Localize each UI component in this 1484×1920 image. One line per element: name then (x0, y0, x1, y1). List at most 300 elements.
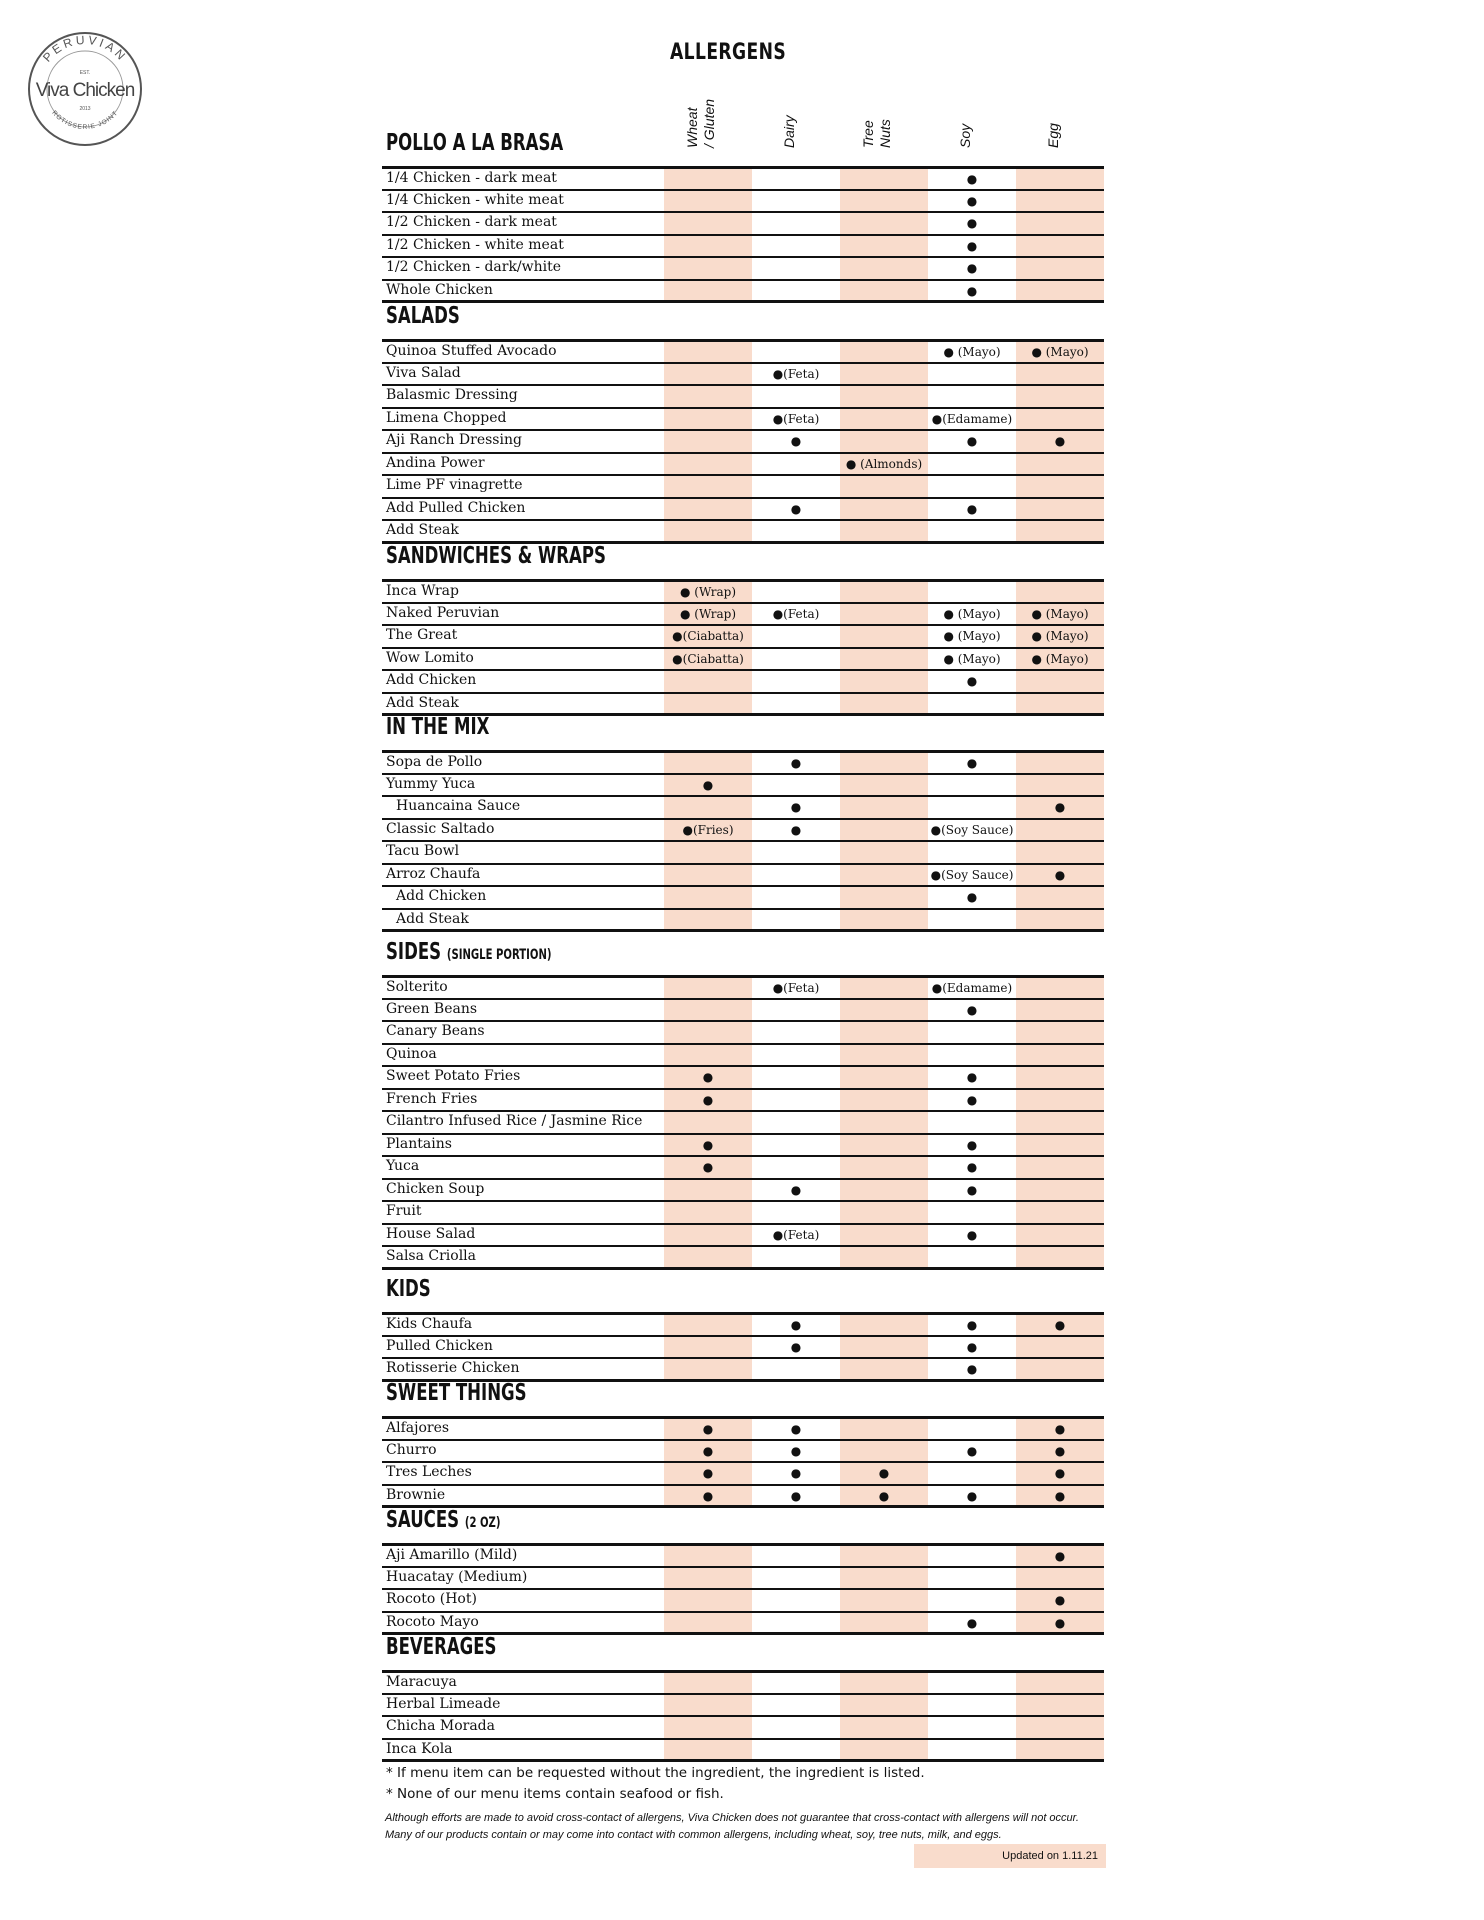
menu-item-name: Add Steak (386, 694, 459, 711)
allergen-cell (928, 1568, 1016, 1589)
table-row (382, 234, 1104, 257)
allergen-cell (840, 1067, 928, 1088)
allergen-cell: ● (966, 1339, 978, 1354)
allergen-cell (664, 865, 752, 886)
allergen-cell (664, 671, 752, 692)
allergen-cell (840, 386, 928, 407)
page-title: ALLERGENS (670, 40, 787, 65)
logo-top-text: PERUVIAN (40, 32, 130, 65)
allergen-cell (1016, 1695, 1104, 1716)
allergen-cell (752, 1135, 840, 1156)
allergen-cell (664, 1022, 752, 1043)
allergen-cell (840, 364, 928, 385)
allergen-cell (840, 626, 928, 647)
allergen-cell (752, 281, 840, 301)
allergen-cell (1016, 258, 1104, 279)
section-title (386, 543, 606, 569)
allergen-cell (752, 649, 840, 670)
table-row (382, 452, 1104, 475)
allergen-cell (752, 213, 840, 234)
allergen-cell: ● (966, 1137, 978, 1152)
allergen-cell (664, 281, 752, 301)
allergen-cell (664, 1359, 752, 1379)
allergen-cell (840, 775, 928, 796)
menu-item-name: Rotisserie Chicken (386, 1360, 520, 1376)
allergen-cell (1016, 978, 1104, 998)
allergen-cell (840, 1202, 928, 1223)
allergen-cell (752, 1613, 840, 1633)
allergen-cell (840, 842, 928, 863)
table-row (382, 773, 1104, 796)
menu-item-name: Tres Leches (386, 1464, 472, 1480)
menu-item-name: Brownie (386, 1486, 446, 1503)
menu-item-name: Pulled Chicken (386, 1337, 493, 1354)
menu-item-name: Tacu Bowl (386, 843, 460, 859)
allergen-cell: ● (Mayo) (943, 629, 1001, 643)
allergen-cell (664, 499, 752, 520)
allergen-cell: ● (966, 1227, 978, 1242)
allergen-cell: ● (Mayo) (943, 651, 1001, 666)
allergen-cell (928, 1247, 1016, 1267)
allergen-cell: ● (966, 1318, 978, 1332)
allergen-cell (752, 476, 840, 497)
table-row (382, 1416, 1104, 1439)
menu-item-name: Cilantro Infused Rice / Jasmine Rice (386, 1113, 643, 1129)
allergen-cell (840, 671, 928, 692)
allergen-cell (840, 1717, 928, 1738)
table-row (382, 1693, 1104, 1716)
menu-item-name: Chicha Morada (386, 1718, 495, 1734)
logo-est: EST. (79, 70, 91, 76)
allergen-cell (928, 1546, 1016, 1566)
allergen-cell (840, 649, 928, 670)
menu-item-name: Whole Chicken (386, 281, 493, 298)
table-row (382, 579, 1104, 602)
table-row (382, 1133, 1104, 1156)
menu-item-name: 1/2 Chicken - dark meat (386, 214, 557, 230)
allergen-cell: ● (790, 1488, 802, 1503)
allergen-cell (752, 1045, 840, 1066)
allergen-cell (840, 1568, 928, 1589)
allergen-cell (1016, 1568, 1104, 1589)
table-row (382, 818, 1104, 841)
menu-item-name: Herbal Limeade (386, 1695, 501, 1712)
section-title-text: POLLO A LA BRASA (386, 130, 564, 156)
allergen-cell (840, 1045, 928, 1066)
allergen-cell (664, 258, 752, 279)
allergen-cell (664, 1613, 752, 1633)
allergen-cell (928, 797, 1016, 818)
allergen-cell: ● (966, 283, 978, 298)
menu-item-name: Add Steak (396, 910, 469, 927)
table-row (382, 189, 1104, 212)
allergen-cell (1016, 1673, 1104, 1693)
allergen-cell: ● (966, 501, 978, 516)
allergen-cell: ● (966, 1615, 978, 1630)
menu-item-name: Churro (386, 1441, 437, 1458)
allergen-cell: ● (966, 261, 978, 275)
column-header (781, 115, 798, 148)
section-title-text: SANDWICHES & WRAPS (386, 543, 606, 569)
column-header-line: Soy (957, 123, 973, 148)
allergen-cell (664, 694, 752, 714)
table-row (382, 1588, 1104, 1611)
allergen-cell (1016, 887, 1104, 908)
allergen-cell (752, 1740, 840, 1760)
menu-item-name: Huacatay (Medium) (386, 1568, 528, 1585)
allergen-cell (840, 887, 928, 908)
allergen-cell: ● (966, 434, 978, 448)
table-row (382, 1357, 1104, 1382)
table-row (382, 1461, 1104, 1484)
allergen-cell: ●(Feta) (772, 1227, 820, 1242)
svg-text:PERUVIAN (40, 33, 130, 65)
allergen-cell: ● (1016, 1486, 1104, 1506)
menu-item-name: Add Pulled Chicken (386, 499, 526, 516)
allergen-cell: ● (664, 1419, 752, 1439)
column-header-line: / Gluten (701, 98, 717, 148)
allergen-cell (752, 386, 840, 407)
allergen-cell (840, 1590, 928, 1611)
allergen-cell (1016, 1067, 1104, 1088)
menu-item-name: Green Beans (386, 1000, 478, 1017)
allergen-cell (840, 281, 928, 301)
section-title (386, 939, 552, 965)
table-row (382, 166, 1104, 189)
menu-item-name: Sweet Potato Fries (386, 1068, 521, 1084)
allergen-cell (752, 191, 840, 212)
allergen-cell: ● (664, 1486, 752, 1506)
menu-item-name: Aji Ranch Dressing (386, 432, 522, 448)
column-header-line: Tree (860, 120, 876, 148)
allergen-cell (664, 342, 752, 362)
allergen-cell: ●(Feta) (772, 981, 820, 995)
menu-item-name: 1/4 Chicken - white meat (386, 191, 564, 208)
allergen-cell (840, 213, 928, 234)
allergen-cell (840, 342, 928, 362)
logo-bottom-text: ROTISSERIE JOINT (50, 109, 120, 131)
allergen-cell: ● (790, 1339, 802, 1354)
table-row (382, 1566, 1104, 1589)
menu-item-name: Classic Saltado (386, 820, 495, 837)
menu-item-name: Rocoto Mayo (386, 1613, 479, 1630)
allergen-cell: ● (840, 1486, 928, 1506)
allergen-cell (664, 1740, 752, 1760)
menu-item-name: Canary Beans (386, 1023, 485, 1039)
section-title (386, 1380, 527, 1406)
table-row (382, 1020, 1104, 1043)
allergen-cell (664, 1000, 752, 1021)
allergen-cell: ● (790, 1182, 802, 1197)
allergen-cell (928, 1673, 1016, 1693)
allergen-cell (664, 521, 752, 541)
allergen-cell (752, 1202, 840, 1223)
allergen-cell (1016, 386, 1104, 407)
table-row (382, 474, 1104, 497)
allergen-cell (840, 1613, 928, 1633)
table-row (382, 1155, 1104, 1178)
allergen-cell (840, 978, 928, 998)
table-row (382, 384, 1104, 407)
allergen-cell (664, 1202, 752, 1223)
menu-item-name: Viva Salad (386, 364, 461, 381)
allergen-cell (1016, 1717, 1104, 1738)
menu-item-name: French Fries (386, 1090, 478, 1107)
allergen-cell: ● (1016, 865, 1104, 886)
allergen-cell (1016, 1247, 1104, 1267)
allergen-cell (752, 1090, 840, 1111)
allergen-cell: ● (1016, 1463, 1104, 1484)
allergen-cell: ● (790, 1466, 802, 1480)
section-title-text: SWEET THINGS (386, 1380, 527, 1406)
allergen-cell (752, 521, 840, 541)
allergen-cell (664, 1337, 752, 1358)
allergen-cell (840, 1740, 928, 1760)
table-row (382, 279, 1104, 304)
table-row (382, 256, 1104, 279)
allergen-cell (752, 626, 840, 647)
allergen-cell: ●(Ciabatta) (664, 626, 752, 647)
menu-item-name: Yummy Yuca (386, 775, 476, 792)
table-row (382, 692, 1104, 717)
table-row (382, 497, 1104, 520)
allergen-cell: ● (966, 1362, 978, 1376)
allergen-cell (840, 1022, 928, 1043)
allergen-cell (840, 1135, 928, 1156)
table-row (382, 211, 1104, 234)
menu-item-name: 1/2 Chicken - dark/white (386, 259, 562, 275)
allergen-cell: ● (790, 501, 802, 516)
allergen-cell: ● (966, 1488, 978, 1503)
allergen-cell (840, 1112, 928, 1133)
table-row (382, 1200, 1104, 1223)
logo-name: Viva Chicken (35, 80, 135, 101)
menu-item-name: Balasmic Dressing (386, 387, 518, 403)
table-row (382, 1312, 1104, 1335)
allergen-cell (840, 431, 928, 452)
allergen-cell (664, 842, 752, 863)
allergen-cell (928, 842, 1016, 863)
allergen-cell (752, 342, 840, 362)
allergen-cell (1016, 775, 1104, 796)
table-row (382, 885, 1104, 908)
allergen-cell: ● (1016, 797, 1104, 818)
allergen-cell (840, 1090, 928, 1111)
allergen-cell: ● (664, 1135, 752, 1156)
allergen-cell (840, 499, 928, 520)
allergen-cell (1016, 820, 1104, 841)
allergen-cell (1016, 281, 1104, 301)
allergen-cell: ● (966, 193, 978, 208)
allergen-cell (1016, 236, 1104, 257)
allergen-cell (840, 1247, 928, 1267)
allergen-cell (1016, 753, 1104, 773)
allergen-cell (1016, 191, 1104, 212)
allergen-cell: ● (664, 1157, 752, 1178)
allergen-cell (840, 1337, 928, 1358)
menu-item-name: Sopa de Pollo (386, 754, 483, 770)
allergen-cell (664, 1315, 752, 1335)
allergen-cell (1016, 521, 1104, 541)
allergen-cell (664, 191, 752, 212)
allergen-cell (928, 1419, 1016, 1439)
allergen-cell (752, 842, 840, 863)
menu-item-name: Aji Amarillo (Mild) (386, 1547, 518, 1563)
allergen-cell: ●(Feta) (772, 606, 820, 621)
table-row (382, 795, 1104, 818)
menu-item-name: Wow Lomito (386, 649, 474, 666)
allergen-cell (928, 521, 1016, 541)
menu-item-name: Fruit (386, 1203, 422, 1219)
allergen-cell: ● (966, 756, 978, 770)
allergen-cell (664, 887, 752, 908)
allergen-cell (840, 1180, 928, 1201)
allergen-cell (664, 1673, 752, 1693)
allergen-cell (840, 1419, 928, 1439)
allergen-cell (752, 865, 840, 886)
table-row (382, 407, 1104, 430)
table-row (382, 1335, 1104, 1358)
allergen-cell (840, 409, 928, 430)
allergen-cell: ● (840, 1463, 928, 1484)
allergen-cell: ● (1016, 1441, 1104, 1462)
table-row (382, 1439, 1104, 1462)
allergen-cell (1016, 1112, 1104, 1133)
allergen-cell: ● (1016, 1613, 1104, 1633)
allergen-cell (1016, 910, 1104, 930)
table-row (382, 519, 1104, 544)
allergen-cell (928, 364, 1016, 385)
allergen-cell (928, 1463, 1016, 1484)
menu-item-name: Huancaina Sauce (396, 798, 521, 814)
allergen-cell (840, 1000, 928, 1021)
menu-item-name: Kids Chaufa (386, 1316, 473, 1332)
allergen-cell (840, 236, 928, 257)
allergen-cell (928, 386, 1016, 407)
allergen-cell (664, 1568, 752, 1589)
allergen-cell: ● (790, 756, 802, 770)
allergen-cell (840, 753, 928, 773)
column-header (957, 124, 974, 148)
allergen-cell (752, 1247, 840, 1267)
column-header-line: Dairy (781, 115, 797, 148)
allergen-cell (928, 1590, 1016, 1611)
allergen-cell (664, 454, 752, 475)
allergen-cell (928, 1112, 1016, 1133)
allergen-cell (752, 236, 840, 257)
allergen-cell: ● (Mayo) (943, 606, 1001, 621)
menu-item-name: 1/4 Chicken - dark meat (386, 170, 557, 186)
allergen-cell (664, 213, 752, 234)
allergen-cell (752, 1673, 840, 1693)
allergen-cell (1016, 1180, 1104, 1201)
allergen-cell: ● (790, 1422, 802, 1436)
allergen-cell (664, 169, 752, 189)
allergen-cell (840, 521, 928, 541)
column-headers (0, 88, 1484, 160)
allergen-cell: ● (664, 1067, 752, 1088)
allergen-cell: ● (966, 1092, 978, 1107)
allergen-cell: ● (Almonds) (840, 454, 928, 475)
table-row (382, 429, 1104, 452)
allergen-cell (840, 1441, 928, 1462)
allergen-cell (752, 1717, 840, 1738)
allergen-cell (752, 169, 840, 189)
section-subtitle: (SINGLE PORTION) (446, 947, 552, 963)
menu-item-name: Quinoa Stuffed Avocado (386, 343, 557, 359)
allergen-cell (840, 1225, 928, 1246)
allergen-cell: ● (664, 1463, 752, 1484)
allergen-cell (752, 1695, 840, 1716)
allergen-cell: ● (966, 1182, 978, 1197)
menu-item-name: House Salad (386, 1225, 476, 1242)
allergen-cell: ● (Mayo) (1016, 626, 1104, 647)
section-title (386, 714, 489, 740)
menu-item-name: Alfajores (386, 1420, 450, 1436)
allergen-cell: ●(Edamame) (931, 411, 1013, 426)
allergen-cell: ● (664, 1090, 752, 1111)
menu-item-name: Add Steak (386, 522, 459, 538)
allergen-cell (752, 454, 840, 475)
allergen-cell (840, 476, 928, 497)
menu-item-name: Rocoto (Hot) (386, 1591, 477, 1607)
allergen-cell (664, 1590, 752, 1611)
allergen-cell (664, 1180, 752, 1201)
menu-item-name: Quinoa (386, 1045, 437, 1062)
allergen-cell: ● (966, 1443, 978, 1458)
allergen-cell (840, 1695, 928, 1716)
menu-item-name: Maracuya (386, 1674, 457, 1690)
menu-item-name: Add Chicken (386, 672, 477, 688)
allergen-cell (840, 910, 928, 930)
allergen-cell (752, 1359, 840, 1379)
allergen-cell: ● (790, 1318, 802, 1332)
table-row (382, 1110, 1104, 1133)
menu-item-name: Yuca (386, 1158, 420, 1174)
allergen-cell (840, 191, 928, 212)
allergen-cell (664, 753, 752, 773)
table-row (382, 1245, 1104, 1270)
allergen-cell: ● (Mayo) (1016, 649, 1104, 670)
allergen-cell: ● (790, 1443, 802, 1458)
table-row (382, 647, 1104, 670)
table-row (382, 1065, 1104, 1088)
allergen-cell (1016, 842, 1104, 863)
note-substitution: * If menu item can be requested without the ingredient, the ingredient is listed. (386, 1765, 925, 1781)
section-subtitle: (2 OZ) (464, 1515, 501, 1531)
allergen-cell (664, 978, 752, 998)
allergen-cell: ●(Edamame) (931, 981, 1013, 995)
menu-item-name: Inca Kola (386, 1740, 453, 1757)
allergen-cell (752, 1022, 840, 1043)
table-row (382, 1178, 1104, 1201)
allergen-cell: ●(Feta) (772, 366, 820, 381)
allergen-cell: ● (1016, 431, 1104, 452)
allergen-cell (1016, 582, 1104, 602)
allergen-cell: ● (Wrap) (664, 604, 752, 625)
table-row (382, 362, 1104, 385)
allergen-cell (664, 1247, 752, 1267)
allergen-cell (1016, 169, 1104, 189)
allergen-cell (752, 258, 840, 279)
allergen-cell (752, 1590, 840, 1611)
allergen-cell (664, 1045, 752, 1066)
disclaimer: Although efforts are made to avoid cross-contact of allergens, Viva Chicken does not guarantee that cross-contact with allergens will not occur. Many of our products contain or may come into contact with common allergens, including wheat, soy, tree nuts, milk, and eggs. (385, 1812, 1079, 1841)
allergen-cell (752, 1000, 840, 1021)
allergen-cell (664, 236, 752, 257)
table-row (382, 998, 1104, 1021)
column-header-line: Wheat (684, 107, 700, 148)
